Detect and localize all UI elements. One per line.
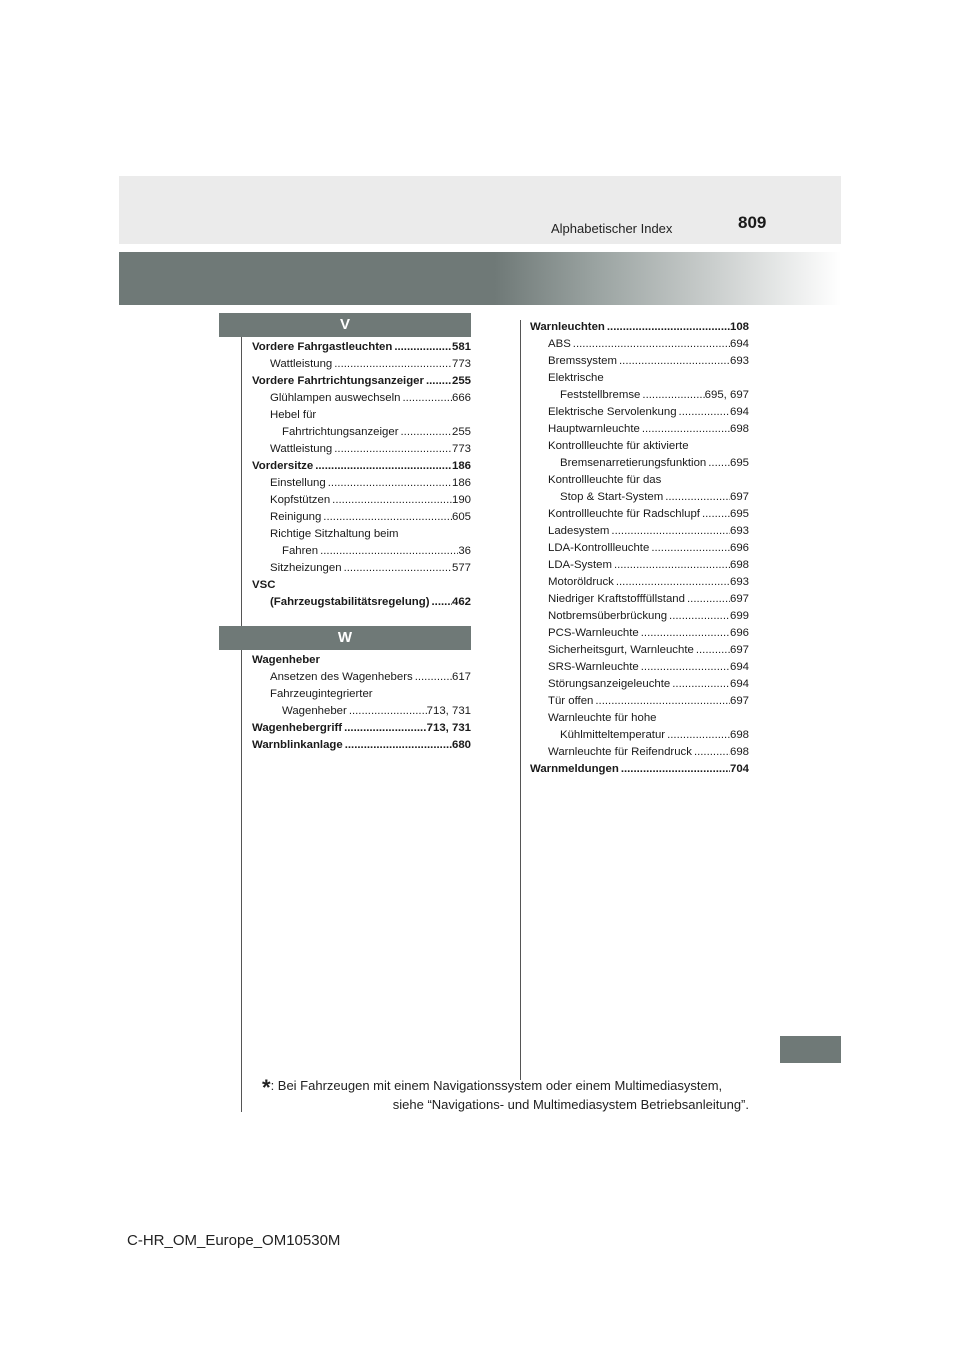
index-entry bbox=[530, 387, 749, 404]
index-entry bbox=[252, 458, 471, 475]
index-entry-term: Fahrtrichtungsanzeiger bbox=[282, 426, 399, 438]
dot-leader bbox=[692, 744, 730, 761]
index-entry-term: Notbremsüberbrückung bbox=[548, 610, 668, 622]
header-band bbox=[119, 176, 841, 244]
index-entry-page: 713, 731 bbox=[426, 705, 471, 717]
index-entry-term: Bremsenarretierungsfunktion bbox=[560, 457, 707, 469]
index-entry bbox=[530, 642, 749, 659]
index-entry-term: ABS bbox=[548, 338, 571, 350]
index-list-w bbox=[252, 652, 471, 754]
index-entry-page: 697 bbox=[729, 593, 749, 605]
index-entry bbox=[252, 424, 471, 441]
index-entry-term: Fahrzeugintegrierter bbox=[270, 688, 373, 700]
index-entry bbox=[252, 669, 471, 686]
index-entry-term: Sitzheizungen bbox=[270, 562, 342, 574]
dot-leader bbox=[694, 642, 730, 659]
document-code: C-HR_OM_Europe_OM10530M bbox=[127, 1232, 341, 1249]
index-entry-term: LDA-System bbox=[548, 559, 612, 571]
dot-leader bbox=[649, 540, 730, 557]
index-entry bbox=[530, 761, 749, 778]
index-entry-term: Elektrische Servolenkung bbox=[548, 406, 677, 418]
index-entry-page: 605 bbox=[451, 511, 471, 523]
index-entry-term: Bremssystem bbox=[548, 355, 617, 367]
index-entry-page: 666 bbox=[451, 392, 471, 404]
index-entry bbox=[530, 608, 749, 625]
dot-leader bbox=[614, 574, 730, 591]
index-entry-page: 462 bbox=[451, 596, 471, 608]
dot-leader bbox=[424, 373, 452, 390]
dot-leader bbox=[313, 458, 452, 475]
index-entry-term: Kontrollleuchte für das bbox=[548, 474, 662, 486]
decorative-gradient-band bbox=[119, 252, 841, 305]
index-entry-page: 698 bbox=[729, 559, 749, 571]
index-entry-term: Kontrollleuchte für Radschlupf bbox=[548, 508, 700, 520]
index-entry-term: Vordere Fahrtrichtungsanzeiger bbox=[252, 375, 424, 387]
dot-leader bbox=[619, 761, 730, 778]
footnote bbox=[262, 1077, 749, 1113]
index-entry bbox=[530, 404, 749, 421]
dot-leader bbox=[342, 560, 452, 577]
index-entry bbox=[530, 506, 749, 523]
index-entry bbox=[530, 523, 749, 540]
index-entry bbox=[252, 526, 471, 543]
index-entry-term: Motoröldruck bbox=[548, 576, 614, 588]
footnote-line-2: siehe “Navigations- und Multimediasystem Betriebsanleitung”. bbox=[392, 1097, 749, 1112]
index-entry bbox=[252, 703, 471, 720]
index-entry-page: 693 bbox=[729, 355, 749, 367]
dot-leader bbox=[663, 489, 730, 506]
index-list-v bbox=[252, 339, 471, 611]
index-entry-term: Feststellbremse bbox=[560, 389, 641, 401]
dot-leader bbox=[392, 339, 452, 356]
index-entry bbox=[530, 472, 749, 489]
index-entry-term: LDA-Kontrollleuchte bbox=[548, 542, 650, 554]
index-entry-term: Warnmeldungen bbox=[530, 763, 619, 775]
index-entry bbox=[530, 421, 749, 438]
index-entry-term: Kopfstützen bbox=[270, 494, 331, 506]
index-entry-page: 695 bbox=[729, 457, 749, 469]
dot-leader bbox=[639, 625, 730, 642]
dot-leader bbox=[330, 492, 452, 509]
dot-leader bbox=[700, 506, 730, 523]
index-entry-page: 255 bbox=[451, 426, 471, 438]
index-entry-term: Wattleistung bbox=[270, 358, 333, 370]
index-entry-page: 577 bbox=[451, 562, 471, 574]
index-entry-term: Niedriger Kraftstofffüllstand bbox=[548, 593, 685, 605]
index-entry-page: 186 bbox=[451, 477, 471, 489]
index-entry-page: 694 bbox=[729, 406, 749, 418]
dot-leader bbox=[400, 390, 452, 407]
index-entry bbox=[530, 353, 749, 370]
index-entry bbox=[530, 625, 749, 642]
index-entry-term: Vordere Fahrgastleuchten bbox=[252, 341, 393, 353]
index-entry-page: 693 bbox=[729, 525, 749, 537]
index-entry-page: 773 bbox=[451, 443, 471, 455]
index-entry-term: Kühlmitteltemperatur bbox=[560, 729, 666, 741]
index-entry-page: 190 bbox=[451, 494, 471, 506]
index-entry bbox=[530, 574, 749, 591]
index-entry-page: 773 bbox=[451, 358, 471, 370]
index-entry-term: Fahren bbox=[282, 545, 319, 557]
index-entry bbox=[252, 356, 471, 373]
index-entry-term: Sicherheitsgurt, Warnleuchte bbox=[548, 644, 694, 656]
index-entry-page: 680 bbox=[451, 739, 471, 751]
index-entry-page: 697 bbox=[729, 644, 749, 656]
page-number: 809 bbox=[738, 213, 767, 232]
section-title: Alphabetischer Index bbox=[551, 221, 673, 236]
index-entry bbox=[530, 710, 749, 727]
index-entry bbox=[252, 373, 471, 390]
index-entry-term: Wagenhebergriff bbox=[252, 722, 343, 734]
dot-leader bbox=[321, 509, 452, 526]
index-entry bbox=[530, 557, 749, 574]
index-list-warnleuchten bbox=[530, 319, 749, 778]
index-entry-term: Warnblinkanlage bbox=[252, 739, 343, 751]
index-entry bbox=[252, 407, 471, 424]
index-entry-term: Tür offen bbox=[548, 695, 594, 707]
index-entry bbox=[530, 489, 749, 506]
dot-leader bbox=[677, 404, 730, 421]
footnote-line-1: : Bei Fahrzeugen mit einem Navigationssystem oder einem Multimediasystem, bbox=[270, 1078, 723, 1093]
index-entry-page: 36 bbox=[458, 545, 471, 557]
middle-column-divider bbox=[520, 320, 521, 1080]
index-entry bbox=[252, 492, 471, 509]
index-entry bbox=[252, 339, 471, 356]
index-entry bbox=[252, 652, 471, 669]
index-entry-term: Warnleuchte für hohe bbox=[548, 712, 657, 724]
index-entry bbox=[252, 475, 471, 492]
index-entry-page: 694 bbox=[729, 338, 749, 350]
index-entry-term: Kontrollleuchte für aktivierte bbox=[548, 440, 689, 452]
index-entry bbox=[252, 594, 471, 611]
index-entry-term: Ansetzen des Wagenhebers bbox=[270, 671, 413, 683]
footnote-marker: * bbox=[262, 1075, 271, 1100]
index-entry-page: 255 bbox=[451, 375, 471, 387]
index-entry-term: VSC bbox=[252, 579, 276, 591]
dot-leader bbox=[430, 594, 452, 611]
index-entry bbox=[252, 543, 471, 560]
chapter-tab bbox=[780, 1036, 841, 1063]
section-letter-w: W bbox=[219, 626, 471, 650]
dot-leader bbox=[326, 475, 452, 492]
dot-leader bbox=[593, 693, 730, 710]
index-entry bbox=[252, 560, 471, 577]
dot-leader bbox=[612, 557, 730, 574]
dot-leader bbox=[670, 676, 730, 693]
index-entry-term: PCS-Warnleuchte bbox=[548, 627, 639, 639]
dot-leader bbox=[332, 441, 452, 458]
index-entry-page: 696 bbox=[729, 542, 749, 554]
index-entry-page: 694 bbox=[729, 678, 749, 690]
index-entry bbox=[530, 676, 749, 693]
dot-leader bbox=[685, 591, 730, 608]
index-entry-term: Stop & Start-System bbox=[560, 491, 664, 503]
dot-leader bbox=[665, 727, 730, 744]
dot-leader bbox=[640, 421, 730, 438]
index-entry-page: 694 bbox=[729, 661, 749, 673]
index-entry-page: 695 bbox=[729, 508, 749, 520]
index-entry bbox=[530, 591, 749, 608]
index-entry-page: 693 bbox=[729, 576, 749, 588]
dot-leader bbox=[640, 387, 704, 404]
index-entry-term: Reinigung bbox=[270, 511, 322, 523]
index-entry-term: Einstellung bbox=[270, 477, 326, 489]
index-entry bbox=[530, 336, 749, 353]
dot-leader bbox=[605, 319, 730, 336]
index-entry bbox=[530, 540, 749, 557]
dot-leader bbox=[667, 608, 730, 625]
index-entry bbox=[252, 509, 471, 526]
index-entry-page: 108 bbox=[729, 321, 749, 333]
index-entry bbox=[252, 441, 471, 458]
index-entry bbox=[252, 686, 471, 703]
index-entry-term: Warnleuchte für Reifendruck bbox=[548, 746, 692, 758]
index-entry-page: 699 bbox=[729, 610, 749, 622]
index-entry-page: 698 bbox=[729, 729, 749, 741]
index-entry-term: Richtige Sitzhaltung beim bbox=[270, 528, 399, 540]
index-entry-term: Wagenheber bbox=[252, 654, 320, 666]
dot-leader bbox=[617, 353, 730, 370]
index-entry-page: 186 bbox=[451, 460, 471, 472]
index-entry-page: 697 bbox=[729, 695, 749, 707]
index-entry-page: 696 bbox=[729, 627, 749, 639]
dot-leader bbox=[399, 424, 452, 441]
index-entry-term: Hebel für bbox=[270, 409, 317, 421]
dot-leader bbox=[332, 356, 452, 373]
index-entry-term: Störungsanzeigeleuchte bbox=[548, 678, 671, 690]
index-entry bbox=[530, 693, 749, 710]
section-letter-v: V bbox=[219, 313, 471, 337]
index-entry-page: 695, 697 bbox=[704, 389, 749, 401]
index-entry-page: 697 bbox=[729, 491, 749, 503]
index-entry-page: 581 bbox=[451, 341, 471, 353]
index-entry-page: 698 bbox=[729, 746, 749, 758]
dot-leader bbox=[343, 737, 452, 754]
index-entry bbox=[252, 720, 471, 737]
index-entry bbox=[530, 659, 749, 676]
dot-leader bbox=[318, 543, 458, 560]
index-entry-page: 617 bbox=[451, 671, 471, 683]
index-entry-page: 704 bbox=[729, 763, 749, 775]
index-entry-term: Vordersitze bbox=[252, 460, 314, 472]
index-entry-term: Glühlampen auswechseln bbox=[270, 392, 401, 404]
index-entry-page: 713, 731 bbox=[426, 722, 471, 734]
index-entry-term: Wattleistung bbox=[270, 443, 333, 455]
index-entry bbox=[252, 737, 471, 754]
index-entry bbox=[530, 370, 749, 387]
dot-leader bbox=[706, 455, 730, 472]
dot-leader bbox=[347, 703, 427, 720]
dot-leader bbox=[342, 720, 427, 737]
index-entry-term: Elektrische bbox=[548, 372, 604, 384]
index-entry bbox=[530, 455, 749, 472]
index-entry-term: Wagenheber bbox=[282, 705, 347, 717]
dot-leader bbox=[413, 669, 452, 686]
index-entry bbox=[252, 577, 471, 594]
index-entry bbox=[252, 390, 471, 407]
index-entry-term: Ladesystem bbox=[548, 525, 610, 537]
dot-leader bbox=[609, 523, 730, 540]
dot-leader bbox=[639, 659, 730, 676]
index-entry-page: 698 bbox=[729, 423, 749, 435]
left-column-divider bbox=[241, 334, 242, 1112]
dot-leader bbox=[571, 336, 730, 353]
index-entry-term: Hauptwarnleuchte bbox=[548, 423, 640, 435]
index-entry-term: (Fahrzeugstabilitätsregelung) bbox=[270, 596, 430, 608]
index-entry-term: Warnleuchten bbox=[530, 321, 605, 333]
index-entry bbox=[530, 319, 749, 336]
index-entry bbox=[530, 438, 749, 455]
index-entry-term: SRS-Warnleuchte bbox=[548, 661, 639, 673]
index-entry bbox=[530, 744, 749, 761]
index-entry bbox=[530, 727, 749, 744]
